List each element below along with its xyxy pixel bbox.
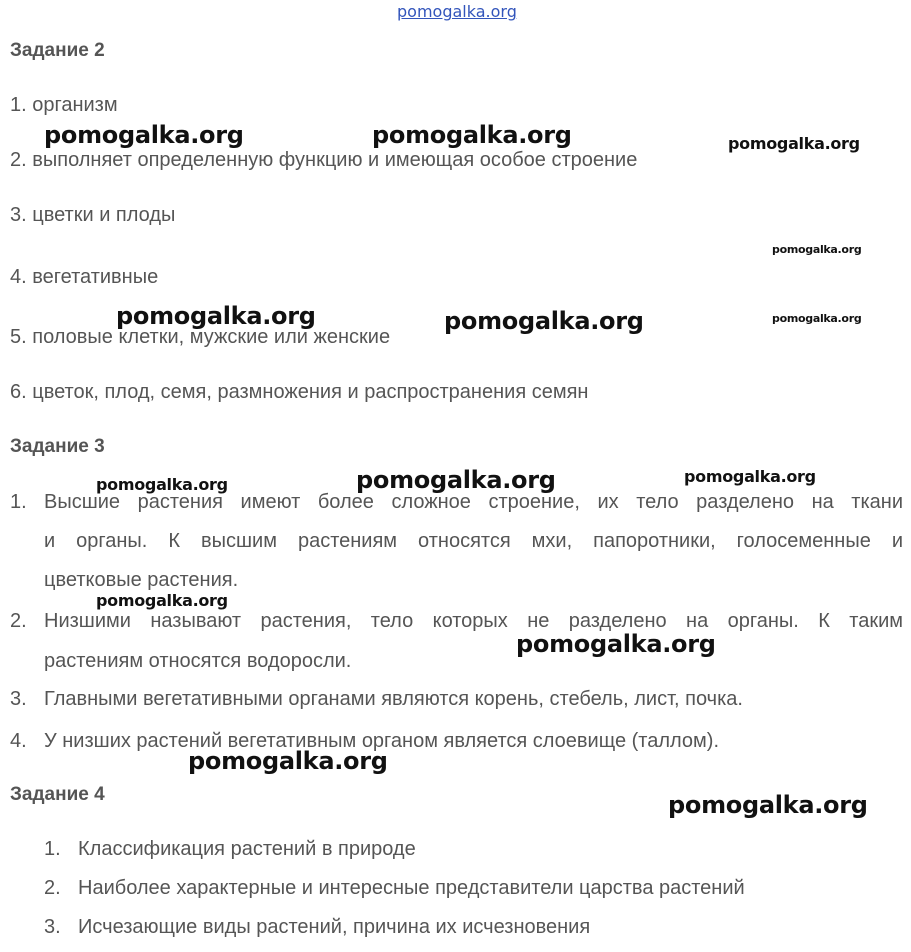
watermark: pomogalka.org bbox=[516, 630, 716, 658]
watermark: pomogalka.org bbox=[728, 134, 860, 153]
task-3-item-1-line-2: и органы. К высшим растениям относятся мхи, папоротники, голосеменные и bbox=[44, 530, 903, 552]
watermark: pomogalka.org bbox=[684, 467, 816, 486]
task-2-item-6: 6. цветок, плод, семя, размножения и распространения семян bbox=[10, 381, 589, 403]
task-3-item-1-line-1: Высшие растения имеют более сложное строение, их тело разделено на ткани bbox=[44, 491, 903, 513]
task-4-item-2-number: 2. bbox=[44, 877, 61, 899]
watermark: pomogalka.org bbox=[772, 312, 862, 325]
watermark: pomogalka.org bbox=[44, 121, 244, 149]
task-3-item-2-line-1: Низшими называют растения, тело которых не разделено на органы. К таким bbox=[44, 610, 903, 632]
watermark: pomogalka.org bbox=[96, 591, 228, 610]
task-4-heading: Задание 4 bbox=[10, 784, 105, 805]
task-2-item-1: 1. организм bbox=[10, 94, 118, 116]
task-2-item-2: 2. выполняет определенную функцию и имеющая особое строение bbox=[10, 149, 638, 171]
task-4-item-1-number: 1. bbox=[44, 838, 61, 860]
task-3-item-3-number: 3. bbox=[10, 688, 27, 710]
watermark: pomogalka.org bbox=[444, 307, 644, 335]
task-2-item-5: 5. половые клетки, мужские или женские bbox=[10, 326, 391, 348]
watermark: pomogalka.org bbox=[372, 121, 572, 149]
task-3-item-3-text: Главными вегетативными органами являются корень, стебель, лист, почка. bbox=[44, 688, 743, 710]
task-2-heading: Задание 2 bbox=[10, 40, 105, 61]
task-3-item-2-number: 2. bbox=[10, 610, 27, 632]
task-3-item-1-line-3: цветковые растения. bbox=[44, 569, 239, 591]
task-3-item-4-number: 4. bbox=[10, 730, 27, 752]
watermark: pomogalka.org bbox=[772, 243, 862, 256]
watermark: pomogalka.org bbox=[356, 466, 556, 494]
task-2-item-4: 4. вегетативные bbox=[10, 266, 159, 288]
task-2-item-3: 3. цветки и плоды bbox=[10, 204, 176, 226]
task-3-heading: Задание 3 bbox=[10, 436, 105, 457]
watermark: pomogalka.org bbox=[116, 302, 316, 330]
task-3-item-1-number: 1. bbox=[10, 491, 27, 513]
task-4-item-3-text: Исчезающие виды растений, причина их исчезновения bbox=[78, 916, 591, 938]
task-4-item-3-number: 3. bbox=[44, 916, 61, 938]
watermark: pomogalka.org bbox=[188, 747, 388, 775]
task-3-item-4-text: У низших растений вегетативным органом является слоевище (таллом). bbox=[44, 730, 720, 752]
site-link[interactable]: pomogalka.org bbox=[397, 2, 517, 21]
watermark: pomogalka.org bbox=[668, 791, 868, 819]
watermark: pomogalka.org bbox=[96, 475, 228, 494]
task-3-item-2-line-2: растениям относятся водоросли. bbox=[44, 650, 352, 672]
task-4-item-1-text: Классификация растений в природе bbox=[78, 838, 416, 860]
task-4-item-2-text: Наиболее характерные и интересные представители царства растений bbox=[78, 877, 745, 899]
